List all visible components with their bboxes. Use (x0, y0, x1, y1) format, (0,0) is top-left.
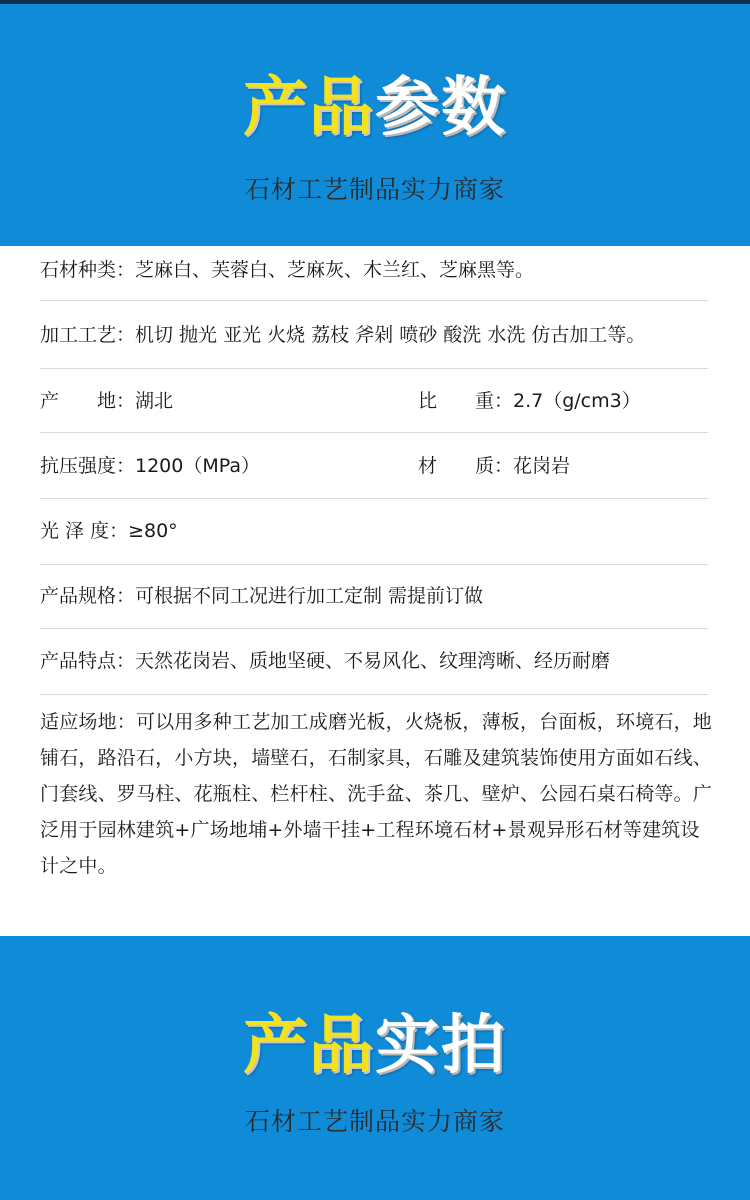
param-stone-types: 石材种类：芝麻白、芙蓉白、芝麻灰、木兰红、芝麻黑等。 (40, 259, 535, 281)
param-origin: 产 地：湖北 (40, 390, 174, 412)
param-gloss: 光 泽 度：≥80° (40, 520, 178, 542)
param-density: 比 重：2.7（g/cm3） (418, 390, 641, 412)
divider (40, 498, 708, 499)
divider (40, 694, 708, 695)
param-features: 产品特点：天然花岗岩、质地坚硬、不易风化、纹理湾晰、经历耐磨 (40, 650, 611, 672)
divider (40, 368, 708, 369)
divider (40, 564, 708, 565)
title-main: 参数 (375, 71, 507, 145)
param-applications: 适应场地：可以用多种工艺加工成磨光板，火烧板，薄板，台面板，环境石，地铺石，路沿石，小方块，墙壁石，石制家具，石雕及建筑装饰使用方面如石线、门套线、罗马柱、花瓶柱、栏杆柱、洗手盆、茶几、壁炉、公园石桌石椅等。广泛用于园林建筑+广场地埔+外墙干挂+工程环境石材+景观异形石材等建筑设计之中。 (40, 711, 713, 877)
param-material: 材 质：花岗岩 (418, 455, 571, 477)
photos-section-subtitle: 石材工艺制品实力商家 (244, 1107, 505, 1136)
title-highlight: 产品 (243, 71, 375, 145)
divider (40, 432, 708, 433)
title-main: 实拍 (375, 1009, 507, 1083)
divider (40, 300, 708, 301)
param-processing: 加工工艺：机切 抛光 亚光 火烧 荔枝 斧剁 喷砂 酸洗 水洗 仿古加工等。 (40, 324, 646, 346)
photos-header-banner (0, 936, 750, 1200)
photos-section-title (0, 1009, 750, 1083)
divider (40, 628, 708, 629)
param-strength: 抗压强度：1200（MPa） (40, 455, 260, 477)
param-specification: 产品规格：可根据不同工况进行加工定制 需提前订做 (40, 585, 484, 607)
title-highlight: 产品 (243, 1009, 375, 1083)
params-section-title (0, 71, 750, 145)
product-params-list (0, 246, 750, 936)
params-section-subtitle: 石材工艺制品实力商家 (244, 175, 505, 204)
params-header-banner (0, 4, 750, 246)
